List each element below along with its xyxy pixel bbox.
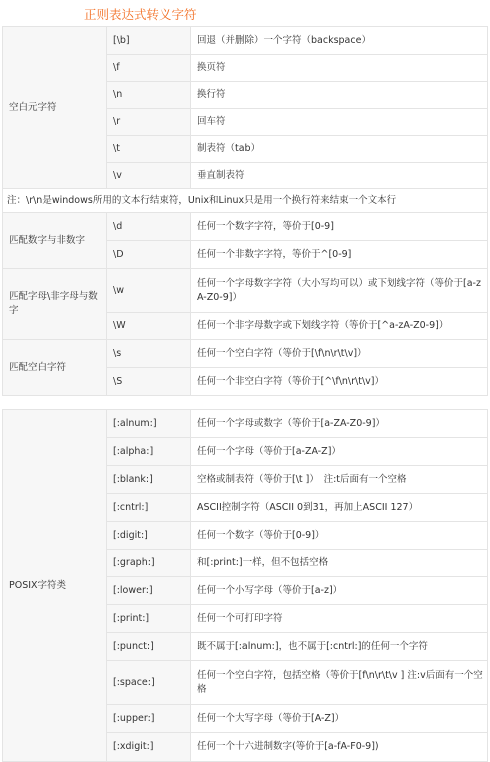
escape-description: ASCII控制字符（ASCII 0到31，再加上ASCII 127） bbox=[191, 494, 488, 522]
table-row bbox=[3, 269, 488, 313]
escape-description: 既不属于[:alnum:]，也不属于[:cntrl:]的任何一个字符 bbox=[191, 633, 488, 661]
table-row bbox=[3, 213, 488, 241]
spacer-cell bbox=[3, 396, 488, 410]
category-label: 匹配空白字符 bbox=[3, 340, 107, 396]
escape-description: 换页符 bbox=[191, 55, 488, 82]
escape-token: [:punct:] bbox=[107, 633, 191, 661]
escape-description: 换行符 bbox=[191, 82, 488, 109]
escape-table bbox=[2, 26, 488, 762]
escape-description: 任何一个可打印字符 bbox=[191, 605, 488, 633]
escape-token: \S bbox=[107, 368, 191, 396]
escape-token: [:xdigit:] bbox=[107, 733, 191, 762]
escape-token: [:alpha:] bbox=[107, 438, 191, 466]
escape-description: 任何一个非字母数字或下划线字符（等价于[^a-zA-Z0-9]） bbox=[191, 313, 488, 340]
escape-token: \s bbox=[107, 340, 191, 368]
escape-description: 回退（并删除）一个字符（backspace） bbox=[191, 27, 488, 55]
escape-token: [:space:] bbox=[107, 661, 191, 705]
category-label: 匹配数字与非数字 bbox=[3, 213, 107, 269]
escape-description: 空格或制表符（等价于[\t ]） 注:t后面有一个空格 bbox=[191, 466, 488, 494]
escape-description: 任何一个非空白字符（等价于[^\f\n\r\t\v]） bbox=[191, 368, 488, 396]
escape-description: 任何一个数字字符，等价于[0-9] bbox=[191, 213, 488, 241]
category-label: 匹配字母\非字母与数字 bbox=[3, 269, 107, 340]
escape-description: 任何一个字母数字字符（大小写均可以）或下划线字符（等价于[a-zA-Z0-9]） bbox=[191, 269, 488, 313]
escape-description: 和[:print:]一样，但不包括空格 bbox=[191, 550, 488, 577]
escape-token: [:lower:] bbox=[107, 577, 191, 605]
escape-token: \t bbox=[107, 136, 191, 163]
escape-description: 任何一个字母或数字（等价于[a-ZA-Z0-9]） bbox=[191, 410, 488, 438]
escape-token: \D bbox=[107, 241, 191, 269]
escape-description: 任何一个十六进制数字(等价于[a-fA-F0-9]) bbox=[191, 733, 488, 762]
escape-description: 任何一个字母（等价于[a-ZA-Z]） bbox=[191, 438, 488, 466]
escape-token: [:cntrl:] bbox=[107, 494, 191, 522]
category-label: POSIX字符类 bbox=[3, 410, 107, 762]
escape-token: \d bbox=[107, 213, 191, 241]
escape-description: 任何一个空白字符，包括空格（等价于[f\n\r\t\v ] 注:v后面有一个空格 bbox=[191, 661, 488, 705]
escape-description: 任何一个非数字字符，等价于^[0-9] bbox=[191, 241, 488, 269]
spacer-row bbox=[3, 396, 488, 410]
escape-token: [:digit:] bbox=[107, 522, 191, 550]
table-row bbox=[3, 410, 488, 438]
escape-token: [:graph:] bbox=[107, 550, 191, 577]
escape-token: \r bbox=[107, 109, 191, 136]
escape-description: 垂直制表符 bbox=[191, 163, 488, 189]
category-label: 空白元字符 bbox=[3, 27, 107, 189]
note-row bbox=[3, 189, 488, 213]
escape-description: 任何一个大写字母（等价于[A-Z]） bbox=[191, 705, 488, 733]
page-title: 正则表达式转义字符 bbox=[84, 7, 197, 22]
escape-description: 制表符（tab） bbox=[191, 136, 488, 163]
escape-token: \f bbox=[107, 55, 191, 82]
escape-description: 任何一个数字（等价于[0-9]） bbox=[191, 522, 488, 550]
escape-token: \v bbox=[107, 163, 191, 189]
escape-token: [:print:] bbox=[107, 605, 191, 633]
escape-token: \W bbox=[107, 313, 191, 340]
escape-token: \w bbox=[107, 269, 191, 313]
table-row bbox=[3, 27, 488, 55]
escape-description: 任何一个小写字母（等价于[a-z]） bbox=[191, 577, 488, 605]
escape-token: [:alnum:] bbox=[107, 410, 191, 438]
escape-table-body bbox=[3, 27, 488, 762]
escape-token: [:blank:] bbox=[107, 466, 191, 494]
escape-token: [:upper:] bbox=[107, 705, 191, 733]
escape-token: \n bbox=[107, 82, 191, 109]
table-row bbox=[3, 340, 488, 368]
escape-token: [\b] bbox=[107, 27, 191, 55]
escape-description: 回车符 bbox=[191, 109, 488, 136]
escape-description: 任何一个空白字符（等价于[\f\n\r\t\v]） bbox=[191, 340, 488, 368]
line-ending-note: 注：\r\n是windows所用的文本行结束符，Unix和Linux只是用一个换行符来结束一个文本行 bbox=[3, 189, 488, 213]
